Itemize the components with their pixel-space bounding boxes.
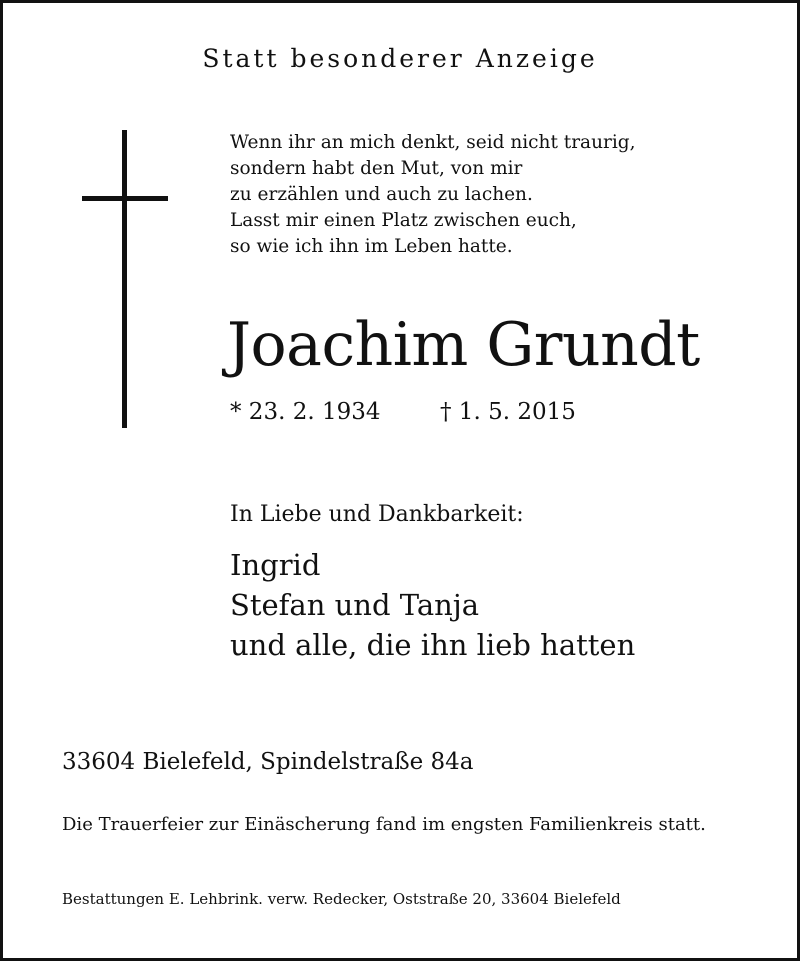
verse-line: sondern habt den Mut, von mir xyxy=(230,158,523,179)
deceased-name: Joachim Grundt xyxy=(227,310,700,380)
mourners-list xyxy=(230,545,635,665)
death-date: † 1. 5. 2015 xyxy=(440,399,576,425)
ceremony-note: Die Trauerfeier zur Einäscherung fand im engsten Familienkreis statt. xyxy=(62,814,706,835)
dedication-line: In Liebe und Dankbarkeit: xyxy=(230,502,524,527)
verse-line: so wie ich ihn im Leben hatte. xyxy=(230,236,513,257)
family-address: 33604 Bielefeld, Spindelstraße 84a xyxy=(62,749,474,775)
verse-line: Lasst mir einen Platz zwischen euch, xyxy=(230,210,577,231)
mourner-entry: und alle, die ihn lieb hatten xyxy=(230,628,636,662)
memorial-verse xyxy=(230,130,635,260)
verse-line: zu erzählen und auch zu lachen. xyxy=(230,184,533,205)
undertaker-line: Bestattungen E. Lehbrink. verw. Redecker, Oststraße 20, 33604 Bielefeld xyxy=(62,890,621,908)
verse-line: Wenn ihr an mich denkt, seid nicht traurig, xyxy=(230,132,636,153)
mourner-entry: Stefan und Tanja xyxy=(230,588,480,622)
cross-horizontal-bar xyxy=(82,196,168,201)
cross-vertical-bar xyxy=(122,130,127,428)
birth-date: * 23. 2. 1934 xyxy=(230,399,381,425)
notice-header: Statt besonderer Anzeige xyxy=(202,44,598,73)
mourner-entry: Ingrid xyxy=(230,548,321,582)
